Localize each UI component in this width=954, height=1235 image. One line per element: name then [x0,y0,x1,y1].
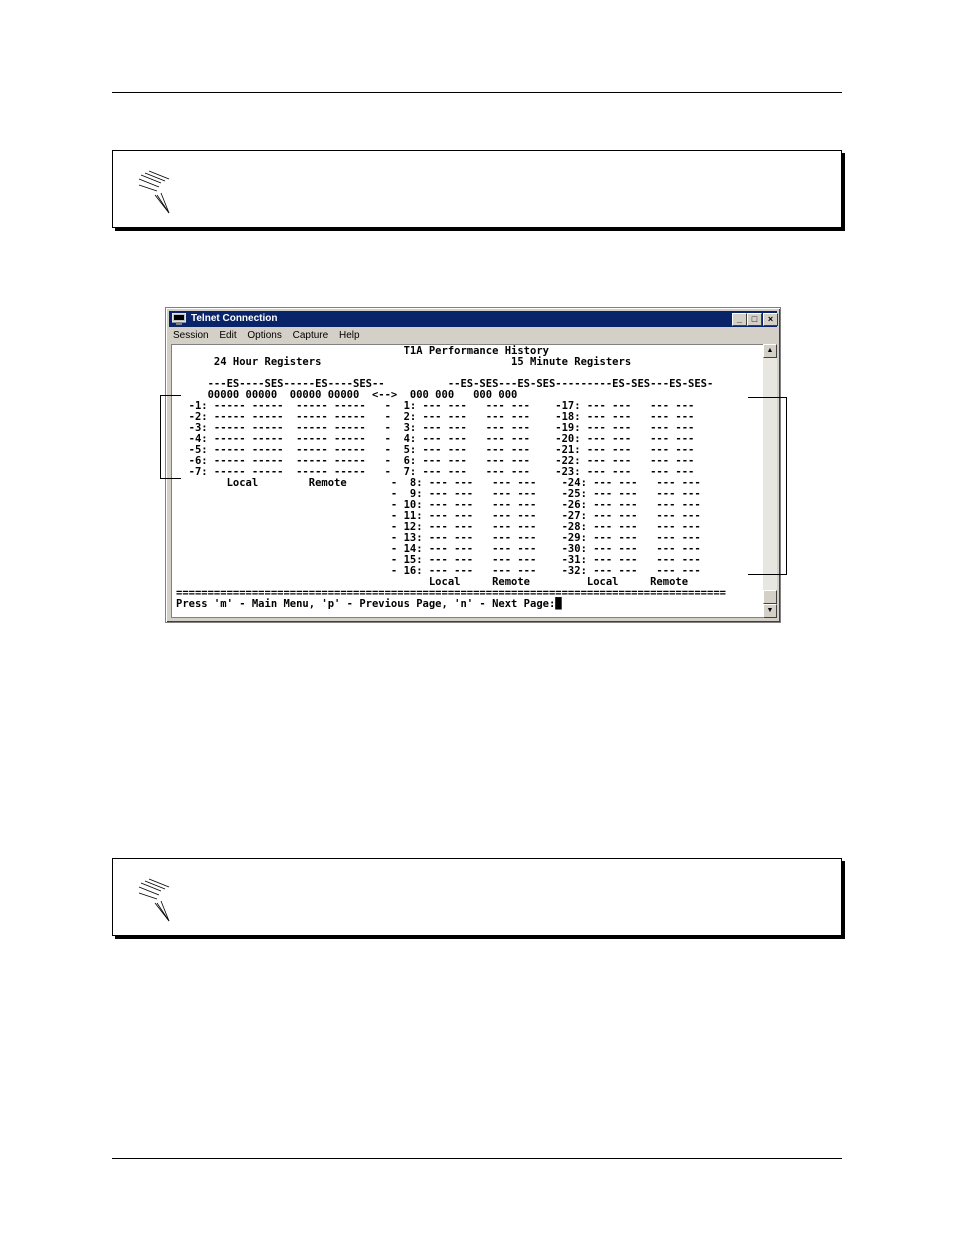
scroll-thumb[interactable] [763,590,777,604]
terminal-line: - 14: --- --- --- --- -30: --- --- --- --- [176,543,701,555]
scroll-up-icon[interactable]: ▲ [763,344,777,358]
terminal-line: 24 Hour Registers 15 Minute Registers [176,356,632,368]
menu-help[interactable]: Help [338,330,360,341]
telnet-window [165,307,781,623]
note-icon [135,877,181,923]
menu-session[interactable]: Session [173,330,209,341]
terminal-line: 00000 00000 00000 00000 <--> 000 000 000 000 [176,389,518,401]
terminal-line: -2: ----- ----- ----- ----- - 2: --- --- --- --- -18: --- --- --- --- [176,411,695,423]
terminal-line: -6: ----- ----- ----- ----- - 6: --- --- --- --- -22: --- --- --- --- [176,455,695,467]
terminal-line: T1A Performance History [176,345,549,357]
menu-options[interactable]: Options [247,330,282,341]
right-callout-bracket [748,397,787,575]
window-title: Telnet Connection [191,313,278,324]
terminal-screen[interactable] [171,344,765,618]
terminal-line: Local Remote - 8: --- --- --- --- -24: --- --- --- --- [176,477,701,489]
menu-edit[interactable]: Edit [219,330,237,341]
title-bar[interactable] [169,311,777,327]
terminal-text [176,346,726,610]
terminal-line: ---ES----SES-----ES----SES-- --ES-SES---ES-SES---------ES-SES---ES-SES- [176,378,714,390]
maximize-button[interactable]: □ [747,313,762,326]
terminal-line: - 11: --- --- --- --- -27: --- --- --- --- [176,510,701,522]
note-box-1 [112,150,842,228]
terminal-line: -4: ----- ----- ----- ----- - 4: --- --- --- --- -20: --- --- --- --- [176,433,695,445]
scroll-down-icon[interactable]: ▼ [763,604,777,618]
terminal-line: Local Remote Local Remote [176,576,689,588]
menu-capture[interactable]: Capture [292,330,329,341]
left-callout-bracket [160,395,181,479]
terminal-line: -5: ----- ----- ----- ----- - 5: --- --- --- --- -21: --- --- --- --- [176,444,695,456]
menu-bar [169,328,364,343]
close-button[interactable]: × [763,313,778,326]
terminal-line: - 10: --- --- --- --- -26: --- --- --- --- [176,499,701,511]
note-box-2 [112,858,842,936]
terminal-line: - 15: --- --- --- --- -31: --- --- --- --- [176,554,701,566]
terminal-line: -1: ----- ----- ----- ----- - 1: --- --- --- --- -17: --- --- --- --- [176,400,695,412]
note-icon [135,169,181,215]
terminal-line: - 16: --- --- --- --- -32: --- --- --- --- [176,565,701,577]
telnet-app-icon [172,313,186,325]
header-rule [112,92,842,93]
terminal-line: -7: ----- ----- ----- ----- - 7: --- --- --- --- -23: --- --- --- --- [176,466,695,478]
minimize-button[interactable]: _ [732,313,747,326]
terminal-line: ======================================================================================= [176,587,726,599]
footer-rule [112,1158,842,1159]
terminal-line: - 12: --- --- --- --- -28: --- --- --- --- [176,521,701,533]
terminal-line: - 13: --- --- --- --- -29: --- --- --- --- [176,532,701,544]
terminal-line: - 9: --- --- --- --- -25: --- --- --- --- [176,488,701,500]
terminal-line: Press 'm' - Main Menu, 'p' - Previous Page, 'n' - Next Page:█ [176,598,562,610]
terminal-line: -3: ----- ----- ----- ----- - 3: --- --- --- --- -19: --- --- --- --- [176,422,695,434]
